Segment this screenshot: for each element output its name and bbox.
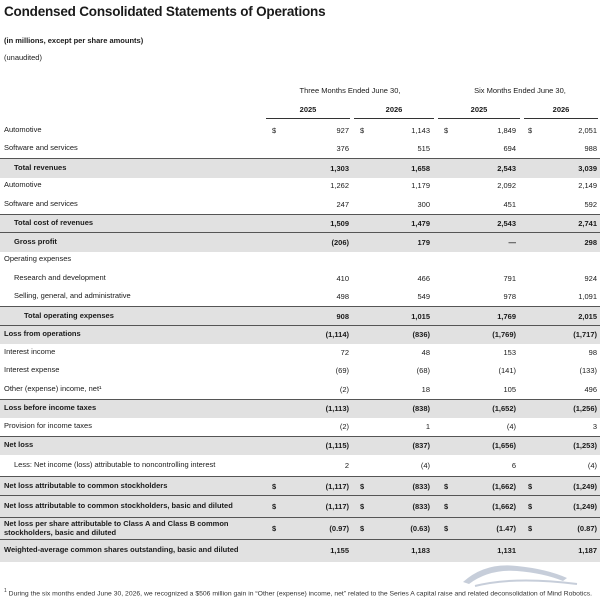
cell-value: 247 [336,199,349,209]
currency-symbol: $ [444,502,449,511]
cell-value: (833) [412,481,430,491]
cell-value: 6 [511,460,516,470]
row-label: Research and development [14,272,106,282]
row-label: Gross profit [14,236,57,246]
cell-value: — [508,237,516,247]
row-label: Net loss attributable to common stockholders [4,480,168,490]
cell-value: (1,113) [325,404,349,414]
cell-value: (836) [412,330,430,340]
cell-value: (1,249) [573,481,597,491]
cell-value: (68) [416,366,430,376]
year-header-ytd-2025: 2025 [438,105,520,119]
cell-value: 1,658 [411,163,430,173]
cell-value: 1,849 [497,125,516,135]
cell-value: 1,262 [330,181,349,191]
cell-value: 48 [421,347,430,357]
unaudited-note: (unaudited) [4,53,42,62]
currency-symbol: $ [360,502,365,511]
row-label: Total operating expenses [24,310,114,320]
row-label: Automotive [4,124,42,134]
table-row [0,476,600,496]
cell-value: (1,652) [492,404,516,414]
cell-value: 1,015 [411,311,430,321]
cell-value: 927 [336,125,349,135]
row-label: Software and services [4,198,78,208]
cell-value: 694 [503,144,516,154]
cell-value: 466 [417,273,430,283]
cell-value [289,251,349,270]
cell-value: 298 [584,237,597,247]
table-row [0,454,600,476]
row-label: Weighted-average common shares outstanding, basic and diluted [4,545,239,555]
cell-value: 153 [503,347,516,357]
cell-value: (0.63) [410,524,430,533]
cell-value: 1,303 [330,163,349,173]
row-label: Software and services [4,143,78,153]
currency-symbol: $ [360,481,365,491]
currency-symbol: $ [528,125,533,135]
cell-value: (1,256) [573,404,597,414]
cell-value: 496 [584,384,597,394]
cell-value: (1,769) [492,330,516,340]
cell-value: 72 [340,347,349,357]
page-title: Condensed Consolidated Statements of Operations [4,4,326,19]
cell-value: (1,662) [492,502,516,511]
cell-value: 376 [336,144,349,154]
units-subtitle: (in millions, except per share amounts) [4,36,144,45]
table-row [0,140,600,159]
currency-symbol: $ [528,502,533,511]
table-row [0,362,600,381]
cell-value: 451 [503,199,516,209]
cell-value: 2,015 [578,311,597,321]
period-header-three-months: Three Months Ended June 30, [299,86,401,95]
year-header-q-2026: 2026 [354,105,434,119]
cell-value: (4) [587,460,597,470]
cell-value: (2) [339,421,349,431]
cell-value: 592 [584,199,597,209]
cell-value: 2,543 [497,163,516,173]
currency-symbol: $ [360,125,365,135]
cell-value: 978 [503,292,516,302]
currency-symbol: $ [444,524,449,533]
table-row [0,269,600,288]
cell-value: (1,115) [325,441,349,451]
currency-symbol: $ [360,524,365,533]
cell-value: 300 [417,199,430,209]
table-row [0,158,600,178]
cell-value: (1,249) [573,502,597,511]
cell-value [456,251,516,270]
cell-value: 18 [421,384,430,394]
table-row [0,399,600,419]
table-row [0,121,600,140]
cell-value: 1,769 [497,311,516,321]
cell-value: 1,091 [578,292,597,302]
cell-value: 988 [584,144,597,154]
cell-value: (1,117) [325,502,349,511]
row-label: Provision for income taxes [4,420,92,430]
row-label: Less: Net income (loss) attributable to noncontrolling interest [14,459,216,469]
currency-symbol: $ [272,125,277,135]
currency-symbol: $ [528,481,533,491]
cell-value: (4) [420,460,430,470]
currency-symbol: $ [272,481,277,491]
cell-value: (1,253) [573,441,597,451]
cell-value [537,251,597,270]
cell-value: 98 [588,347,597,357]
cell-value: 1,183 [411,546,430,555]
cell-value: 2,543 [497,219,516,229]
row-label: Loss from operations [4,329,81,339]
cell-value: 3 [592,421,597,431]
cell-value: (69) [335,366,349,376]
cell-value: (0.87) [577,524,597,533]
currency-symbol: $ [444,125,449,135]
table-row [0,177,600,196]
autiva-watermark-logo [455,556,585,598]
cell-value: (1,662) [492,481,516,491]
table-row [0,214,600,234]
cell-value: (0.97) [329,524,349,533]
cell-value: 1,509 [330,219,349,229]
cell-value: 2,051 [578,125,597,135]
cell-value: 1 [425,421,430,431]
cell-value: 2,149 [578,181,597,191]
row-label: Net loss attributable to common stockholders, basic and diluted [4,501,233,511]
row-label: Other (expense) income, net¹ [4,383,102,393]
row-label: Net loss [4,440,34,450]
cell-value: (1,656) [492,441,516,451]
year-header-ytd-2026: 2026 [524,105,598,119]
cell-value: 1,179 [411,181,430,191]
cell-value [370,251,430,270]
table-row [0,306,600,326]
table-row [0,436,600,456]
cell-value: 2 [344,460,349,470]
footnote-marker: 1 [4,588,7,594]
cell-value: (833) [412,502,430,511]
row-label: Loss before income taxes [4,403,97,413]
cell-value: (1.47) [496,524,516,533]
cell-value: 2,741 [578,219,597,229]
table-row [0,417,600,436]
table-row [0,195,600,214]
cell-value: (2) [339,384,349,394]
period-header-six-months: Six Months Ended June 30, [474,86,566,95]
footnote-text: During the six months ended June 30, 2026, we recognized a $506 million gain in “Other (expense) income, net” related to the Series A capital raise and related deconsolidation of Mind Robotics. [8,590,593,598]
cell-value: 1,131 [497,546,516,555]
cell-value: (837) [412,441,430,451]
row-label: Operating expenses [4,254,72,264]
cell-value: 105 [503,384,516,394]
cell-value: 3,039 [578,163,597,173]
cell-value: (1,114) [325,330,349,340]
cell-value: (1,717) [573,330,597,340]
row-label: Automotive [4,180,42,190]
currency-symbol: $ [272,502,277,511]
year-header-q-2025: 2025 [266,105,350,119]
cell-value: (206) [331,237,349,247]
cell-value: 1,187 [578,546,597,555]
row-label: Net loss per share attributable to Class A and Class B common stockholders, basic and diluted [4,518,229,537]
cell-value: 2,092 [497,181,516,191]
table-row [0,288,600,307]
currency-symbol: $ [528,524,533,533]
cell-value: 908 [336,311,349,321]
currency-symbol: $ [444,481,449,491]
cell-value: 498 [336,292,349,302]
table-row [0,517,600,540]
cell-value: 515 [417,144,430,154]
cell-value: (838) [412,404,430,414]
row-label: Total cost of revenues [14,218,94,228]
row-label: Selling, general, and administrative [14,291,131,301]
table-row [0,251,600,270]
cell-value: 179 [417,237,430,247]
cell-value: 791 [503,273,516,283]
table-row [0,380,600,399]
currency-symbol: $ [272,524,277,533]
cell-value: (133) [579,366,597,376]
table-row [0,232,600,252]
cell-value: 410 [336,273,349,283]
cell-value: (4) [506,421,516,431]
cell-value: 1,155 [330,546,349,555]
cell-value: (141) [498,366,516,376]
cell-value: 1,143 [411,125,430,135]
cell-value: 1,479 [411,219,430,229]
table-row [0,343,600,362]
table-row [0,495,600,518]
row-label: Total revenues [14,162,67,172]
row-label: Interest income [4,346,56,356]
table-row [0,325,600,345]
row-label: Interest expense [4,365,60,375]
cell-value: (1,117) [325,481,349,491]
cell-value: 549 [417,292,430,302]
cell-value: 924 [584,273,597,283]
